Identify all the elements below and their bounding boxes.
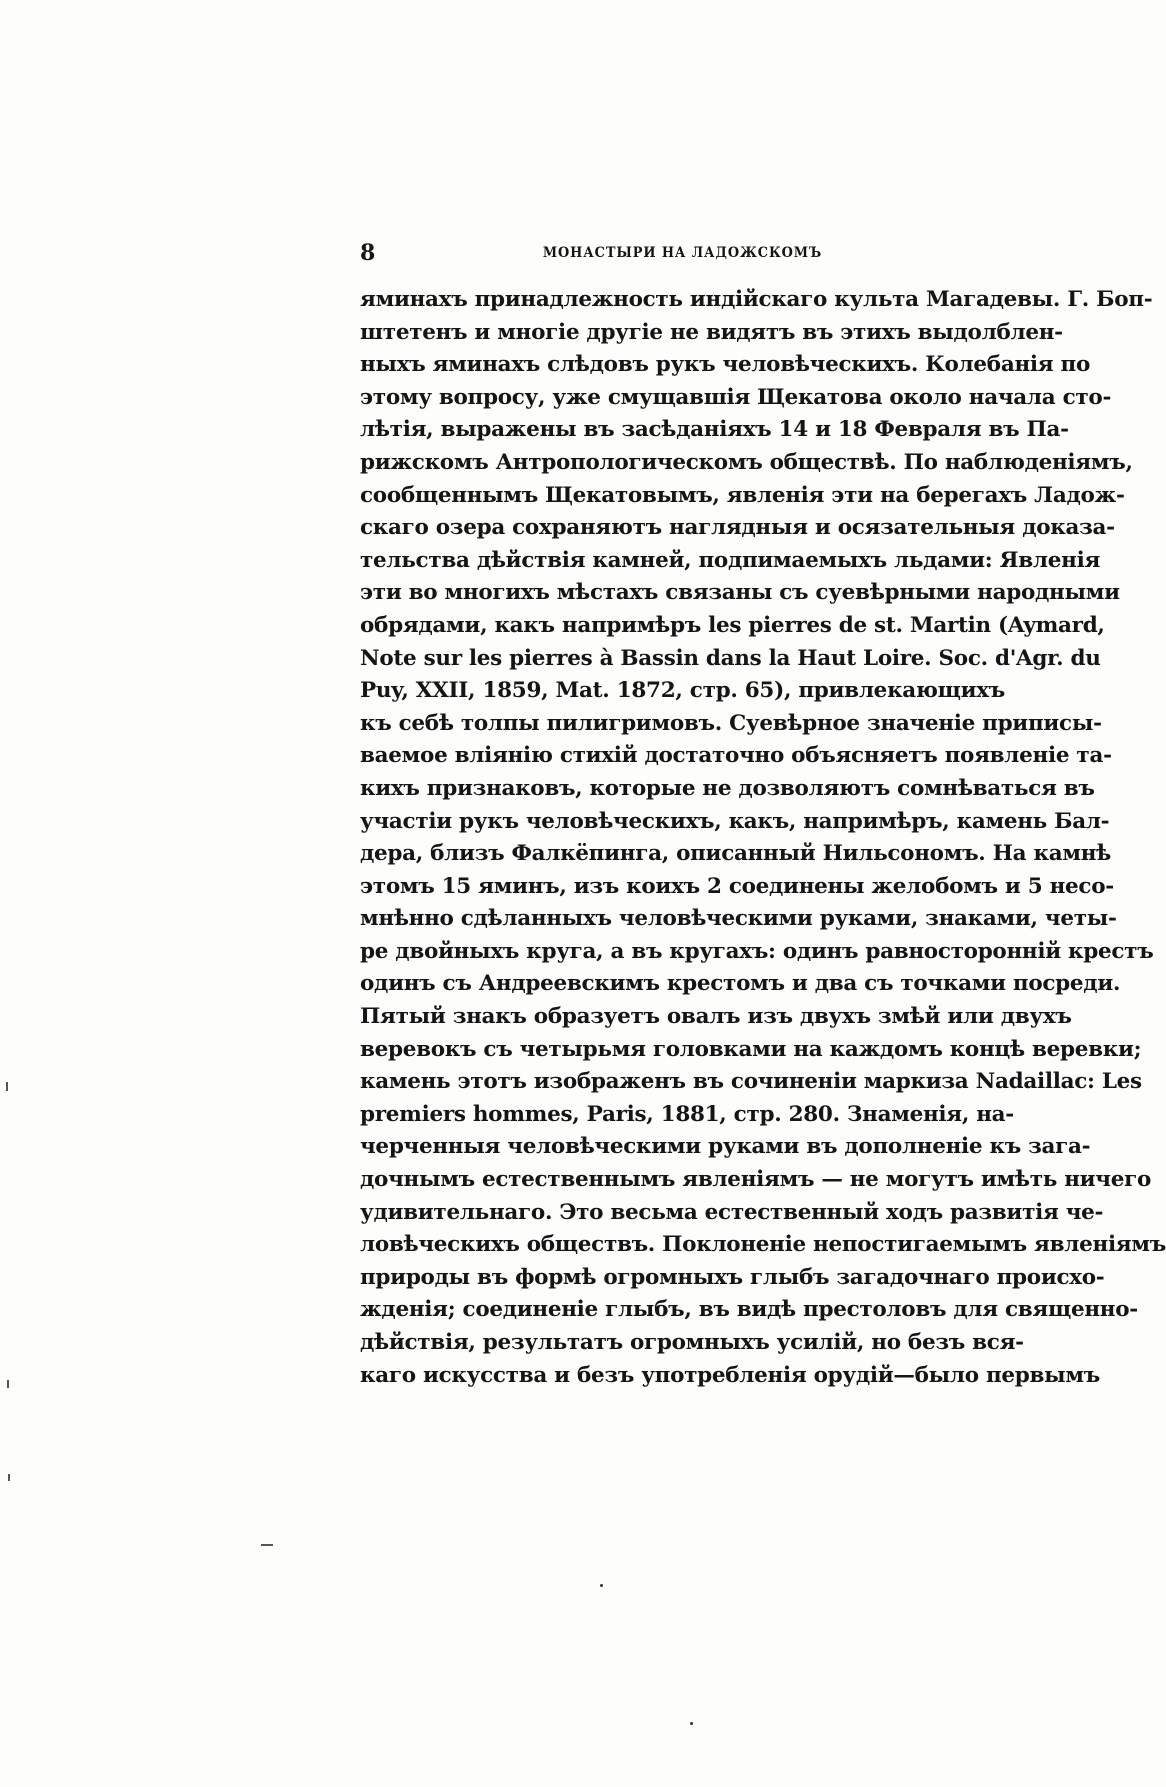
page-number: 8: [360, 240, 376, 266]
text-line: этому вопросу, уже смущавшія Щекатова около начала сто-: [360, 384, 1112, 410]
scan-speck: [690, 1722, 693, 1725]
text-line: жденія; соединеніе глыбъ, въ видѣ престоловъ для священно-: [360, 1297, 1138, 1323]
scan-speck: [600, 1584, 603, 1587]
text-line: каго искусства и безъ употребленія орудій—было первымъ: [360, 1362, 1100, 1388]
margin-mark: [6, 1082, 8, 1091]
text-line: ваемое вліянію стихій достаточно объясняетъ появленіе та-: [360, 743, 1112, 769]
margin-mark: [8, 1474, 10, 1481]
text-line: одинъ съ Андреевскимъ крестомъ и два съ точками посреди.: [360, 971, 1121, 997]
text-line: дочнымъ естественнымъ явленіямъ — не могутъ имѣть ничего: [360, 1167, 1152, 1193]
text-line: эти во многихъ мѣстахъ связаны съ суевѣрными народными: [360, 580, 1120, 606]
text-line: ловѣческихъ обществъ. Поклоненіе непостигаемымъ явленіямъ: [360, 1232, 1166, 1258]
text-line: этомъ 15 яминъ, изъ коихъ 2 соединены желобомъ и 5 несо-: [360, 873, 1114, 899]
text-line: участіи рукъ человѣческихъ, какъ, напримѣръ, камень Бал-: [360, 808, 1110, 834]
text-line: яминахъ принадлежность индійскаго культа Магадевы. Г. Боп-: [360, 287, 1153, 312]
text-line: камень этотъ изображенъ въ сочиненіи маркиза Nadaillac: Les: [360, 1069, 1142, 1095]
text-line: тельства дѣйствія камней, подпимаемыхъ льдами: Явленія: [360, 547, 1101, 573]
text-line: скаго озера сохраняютъ наглядныя и осязательныя доказа-: [360, 515, 1115, 541]
text-line: къ себѣ толпы пилигримовъ. Суевѣрное значеніе приписы-: [360, 710, 1102, 736]
text-line: обрядами, какъ напримѣръ les pierres de st. Martin (Aymard,: [360, 612, 1105, 638]
text-line: Note sur les pierres à Bassin dans la Haut Loire. Soc. d'Agr. du: [360, 645, 1101, 671]
margin-mark: [7, 1380, 9, 1388]
text-line: дера, близъ Фалкёпинга, описанный Нильсономъ. На камнѣ: [360, 841, 1111, 867]
text-line: удивительнаго. Это весьма естественный ходъ развитія че-: [360, 1199, 1104, 1225]
text-line: Puy, XXII, 1859, Mat. 1872, стр. 65), привлекающихъ: [360, 678, 1005, 704]
text-line: ре двойныхъ круга, а въ кругахъ: одинъ равносторонній крестъ: [360, 938, 1154, 964]
text-line: дѣйствія, результатъ огромныхъ усилій, но безъ вся-: [360, 1330, 1024, 1355]
text-line: веревокъ съ четырьмя головками на каждомъ концѣ веревки;: [360, 1036, 1142, 1062]
text-line: штетенъ и многіе другіе не видятъ въ этихъ выдолблен-: [360, 319, 1063, 345]
page-header: [360, 238, 1005, 268]
text-line: premiers hommes, Paris, 1881, стр. 280. Знаменія, на-: [360, 1101, 1014, 1127]
text-line: лѣтія, выражены въ засѣданіяхъ 14 и 18 Февраля въ Па-: [360, 417, 1069, 443]
text-line: сообщеннымъ Щекатовымъ, явленія эти на берегахъ Ладож-: [360, 482, 1125, 508]
text-line: мнѣнно сдѣланныхъ человѣческими руками, знаками, четы-: [360, 906, 1117, 932]
margin-mark: [261, 1544, 273, 1546]
text-line: кихъ признаковъ, которые не дозволяютъ сомнѣваться въ: [360, 775, 1095, 801]
body-text: [360, 284, 1166, 1392]
text-line: рижскомъ Антропологическомъ обществѣ. По наблюденіямъ,: [360, 449, 1133, 475]
text-line: черченныя человѣческими руками въ дополненіе къ зага-: [360, 1134, 1091, 1160]
text-line: Пятый знакъ образуетъ овалъ изъ двухъ змѣй или двухъ: [360, 1004, 1072, 1030]
text-line: ныхъ яминахъ слѣдовъ рукъ человѣческихъ. Колебанія по: [360, 352, 1090, 378]
text-line: природы въ формѣ огромныхъ глыбъ загадочнаго происхо-: [360, 1264, 1105, 1290]
running-title: МОНАСТЫРИ НА ЛАДОЖСКОМЪ: [542, 245, 823, 261]
